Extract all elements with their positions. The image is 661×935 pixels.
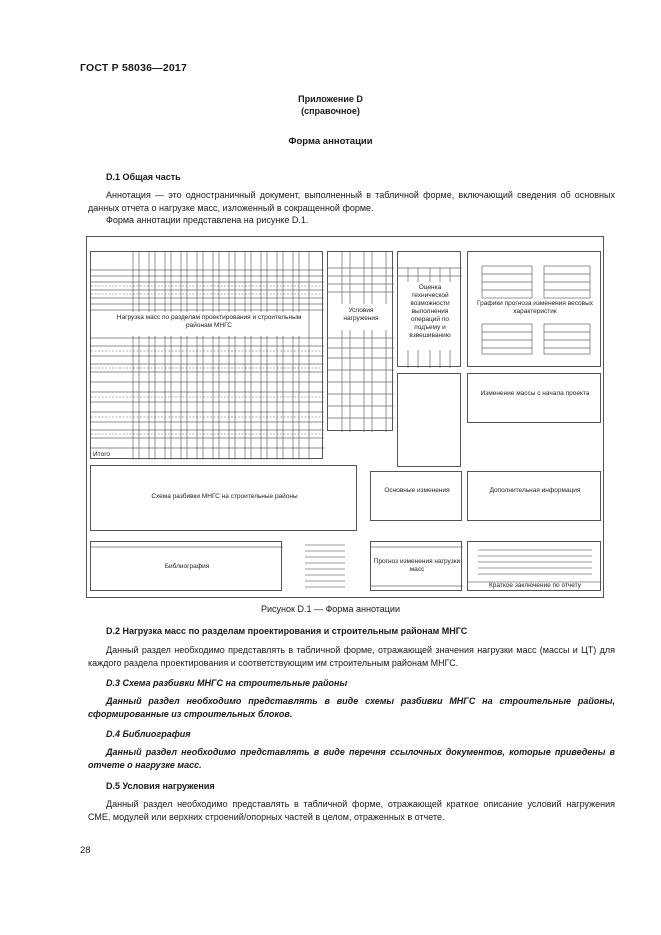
mass-table-grid: [91, 252, 324, 460]
figure-caption: Рисунок D.1 — Форма аннотации: [261, 604, 400, 614]
additional-info-box: [467, 471, 601, 521]
form-title: Форма аннотации: [288, 136, 373, 147]
document-code: ГОСТ Р 58036—2017: [80, 62, 188, 74]
load-conditions-table: [327, 251, 393, 431]
bibliography-box: [90, 541, 282, 591]
forecast-graphs-box: [467, 251, 601, 367]
section-d1-heading: D.1 Общая часть: [106, 172, 181, 182]
section-d5-heading: D.5 Условия нагружения: [106, 781, 215, 791]
summary-box: [467, 541, 601, 591]
mass-change-box: [467, 373, 601, 423]
section-d2-heading: D.2 Нагрузка масс по разделам проектирования и строительным районам МНГС: [106, 626, 468, 636]
main-changes-box: [370, 471, 462, 521]
section-d1-paragraph-2: Форма аннотации представлена на рисунке D.1.: [106, 215, 309, 225]
section-d4-paragraph: Данный раздел необходимо представлять в виде перечня ссылочных документов, которые приведены в отчете о нагрузке масс.: [88, 747, 615, 770]
notes-lines: [305, 541, 345, 591]
forecast-graphs-label: Графики прогноза изменения весовых характеристик: [476, 300, 594, 315]
lifting-assessment-label: Оценка технической возможности выполнения операций по подъему и взвешиванию: [409, 284, 451, 339]
bibliography-label: Библиография: [164, 563, 210, 570]
summary-label: Краткое заключение по отчету: [489, 582, 581, 589]
section-d5-paragraph: Данный раздел необходимо представлять в табличной форме, отражающей краткое описание условий нагружения СМЕ, модулей или верхних строений/опорных частей в целом, отраженных в отчете.: [88, 799, 615, 822]
blank-box: [397, 373, 461, 467]
mass-table: [90, 251, 323, 459]
total-label: Итого: [93, 451, 111, 458]
scheme-box: [90, 465, 357, 531]
load-conditions-grid: [328, 252, 394, 432]
page-number: 28: [80, 845, 91, 856]
annotation-form-figure: [86, 236, 604, 598]
main-changes-label: Основные изменения: [384, 487, 450, 494]
additional-info-label: Дополнительная информация: [489, 487, 581, 494]
lifting-assessment-box: [397, 251, 461, 367]
section-d4-heading: D.4 Библиография: [106, 729, 191, 739]
scheme-label: Схема разбивки МНГС на строительные районы: [151, 493, 298, 500]
section-d3-heading: D.3 Схема разбивки МНГС на строительные районы: [106, 678, 348, 688]
section-d1-paragraph: Аннотация — это одностраничный документ, выполненный в табличной форме, включающий сведения об основных данных отчета о нагрузке масс, изложенный в сокращенной форме.: [88, 190, 615, 213]
section-d3-paragraph: Данный раздел необходимо представлять в виде схемы разбивки МНГС на строительные районы, сформированные из строительных блоков.: [88, 696, 615, 719]
mass-change-label: Изменение массы с начала проекта: [480, 390, 590, 397]
forecast-change-label: Прогноз изменения нагрузки масс: [373, 558, 461, 573]
appendix-subtitle: (справочное): [301, 106, 360, 116]
forecast-change-box: [370, 541, 462, 591]
load-conditions-label: Условия нагружения: [343, 307, 379, 322]
section-d2-paragraph: Данный раздел необходимо представлять в табличной форме, отражающей значения нагрузки масс (массы и ЦТ) для каждого раздела проектирования и соответствующим им строительным районам МНГС.: [88, 645, 615, 668]
appendix-title: Приложение D: [298, 94, 363, 104]
mass-table-label: Нагрузка масс по разделам проектирования и строительным районам МНГС: [116, 314, 302, 329]
